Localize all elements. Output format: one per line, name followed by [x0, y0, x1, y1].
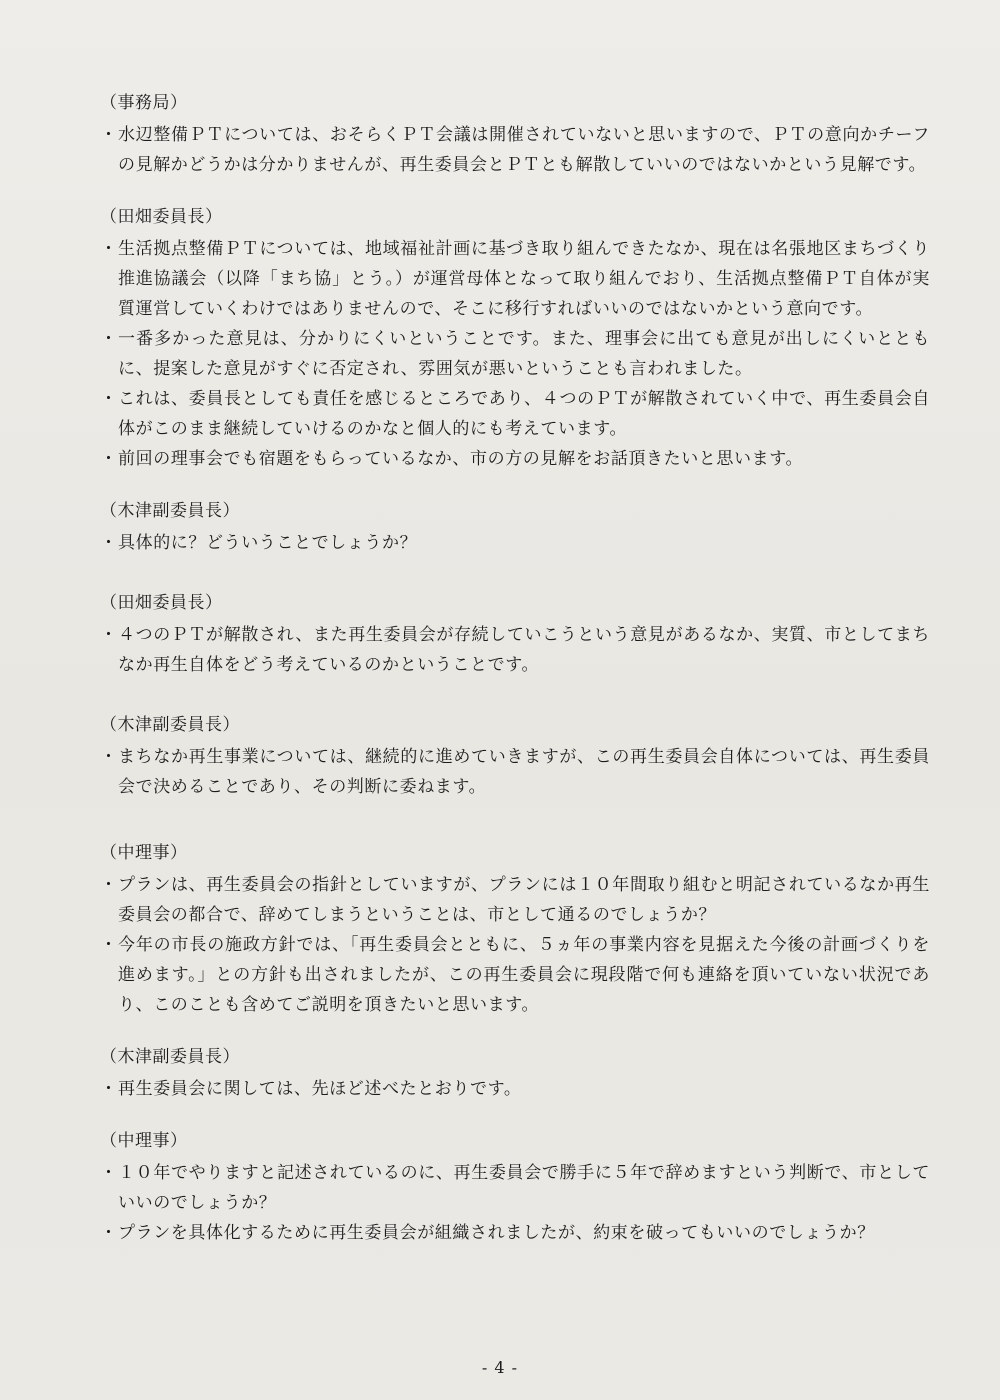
statement-text: ４つのＰＴが解散され、また再生委員会が存続していこうという意見があるなか、実質、市としてまちなか再生自体をどう考えているのかということです。	[118, 625, 930, 675]
bullet-mark: ・	[100, 875, 118, 895]
bullet-mark: ・	[100, 239, 118, 259]
minutes-body	[100, 88, 930, 1248]
speech-block	[100, 1126, 930, 1248]
speaker-name: （田畑委員長）	[100, 593, 223, 613]
bullet-mark: ・	[100, 1163, 118, 1183]
statement-item	[100, 324, 930, 384]
speech-block	[100, 88, 930, 180]
statement-item	[100, 234, 930, 324]
speech-block	[100, 202, 930, 474]
statement-item	[100, 742, 930, 802]
speaker-name: （木津副委員長）	[100, 501, 240, 521]
statement-item	[100, 870, 930, 930]
bullet-mark: ・	[100, 125, 118, 145]
speech-block	[100, 838, 930, 1020]
speaker-name: （田畑委員長）	[100, 207, 223, 227]
statement-item	[100, 1218, 930, 1248]
bullet-mark: ・	[100, 1223, 118, 1243]
statement-text: 具体的に？どういうことでしょうか？	[118, 533, 418, 553]
statement-item	[100, 120, 930, 180]
statement-text: 前回の理事会でも宿題をもらっているなか、市の方の見解をお話頂きたいと思います。	[118, 449, 804, 469]
statement-text: 今年の市長の施政方針では、「再生委員会とともに、５ヵ年の事業内容を見据えた今後の計画づくりを進めます。」との方針も出されましたが、この再生委員会に現段階で何も連絡を頂いていない状況であり、このことも含めてご説明を頂きたいと思います。	[118, 935, 930, 1015]
statement-text: これは、委員長としても責任を感じるところであり、４つのＰＴが解散されていく中で、再生委員会自体がこのまま継続していけるのかなと個人的にも考えています。	[118, 389, 930, 439]
bullet-mark: ・	[100, 449, 118, 469]
statement-item	[100, 528, 930, 558]
page-number: - 4 -	[481, 1358, 519, 1377]
statement-text: 生活拠点整備ＰＴについては、地域福祉計画に基づき取り組んできたなか、現在は名張地区まちづくり推進協議会（以降「まち協」とう。）が運営母体となって取り組んでおり、生活拠点整備ＰＴ自体が実質運営していくわけではありませんので、そこに移行すればいいのではないかという意向です。	[118, 239, 930, 319]
bullet-mark: ・	[100, 389, 118, 409]
statement-text: 一番多かった意見は、分かりにくいということです。また、理事会に出ても意見が出しにくいとともに、提案した意見がすぐに否定され、雰囲気が悪いということも言われました。	[118, 329, 930, 379]
bullet-mark: ・	[100, 533, 118, 553]
statement-text: プランは、再生委員会の指針としていますが、プランには１０年間取り組むと明記されているなか再生委員会の都合で、辞めてしまうということは、市として通るのでしょうか？	[118, 875, 930, 925]
statement-text: 再生委員会に関しては、先ほど述べたとおりです。	[118, 1079, 522, 1099]
statement-item	[100, 930, 930, 1020]
speech-block	[100, 710, 930, 802]
bullet-mark: ・	[100, 1079, 118, 1099]
speaker-name: （木津副委員長）	[100, 1047, 240, 1067]
speech-block	[100, 588, 930, 680]
statement-item	[100, 1074, 930, 1104]
bullet-mark: ・	[100, 747, 118, 767]
speech-block	[100, 496, 930, 558]
statement-item	[100, 384, 930, 444]
statement-text: まちなか再生事業については、継続的に進めていきますが、この再生委員会自体については、再生委員会で決めることであり、その判断に委ねます。	[118, 747, 930, 797]
bullet-mark: ・	[100, 625, 118, 645]
speech-block	[100, 1042, 930, 1104]
statement-item	[100, 444, 930, 474]
statement-item	[100, 620, 930, 680]
speaker-name: （中理事）	[100, 1131, 188, 1151]
statement-item	[100, 1158, 930, 1218]
speaker-name: （木津副委員長）	[100, 715, 240, 735]
statement-text: １０年でやりますと記述されているのに、再生委員会で勝手に５年で辞めますという判断で、市としていいのでしょうか？	[118, 1163, 930, 1213]
speaker-name: （事務局）	[100, 93, 188, 113]
bullet-mark: ・	[100, 329, 118, 349]
statement-text: 水辺整備ＰＴについては、おそらくＰＴ会議は開催されていないと思いますので、ＰＴの意向かチーフの見解かどうかは分かりませんが、再生委員会とＰＴとも解散していいのではないかという見解です。	[118, 125, 930, 175]
bullet-mark: ・	[100, 935, 118, 955]
statement-text: プランを具体化するために再生委員会が組織されましたが、約束を破ってもいいのでしょうか？	[118, 1223, 875, 1243]
speaker-name: （中理事）	[100, 843, 188, 863]
